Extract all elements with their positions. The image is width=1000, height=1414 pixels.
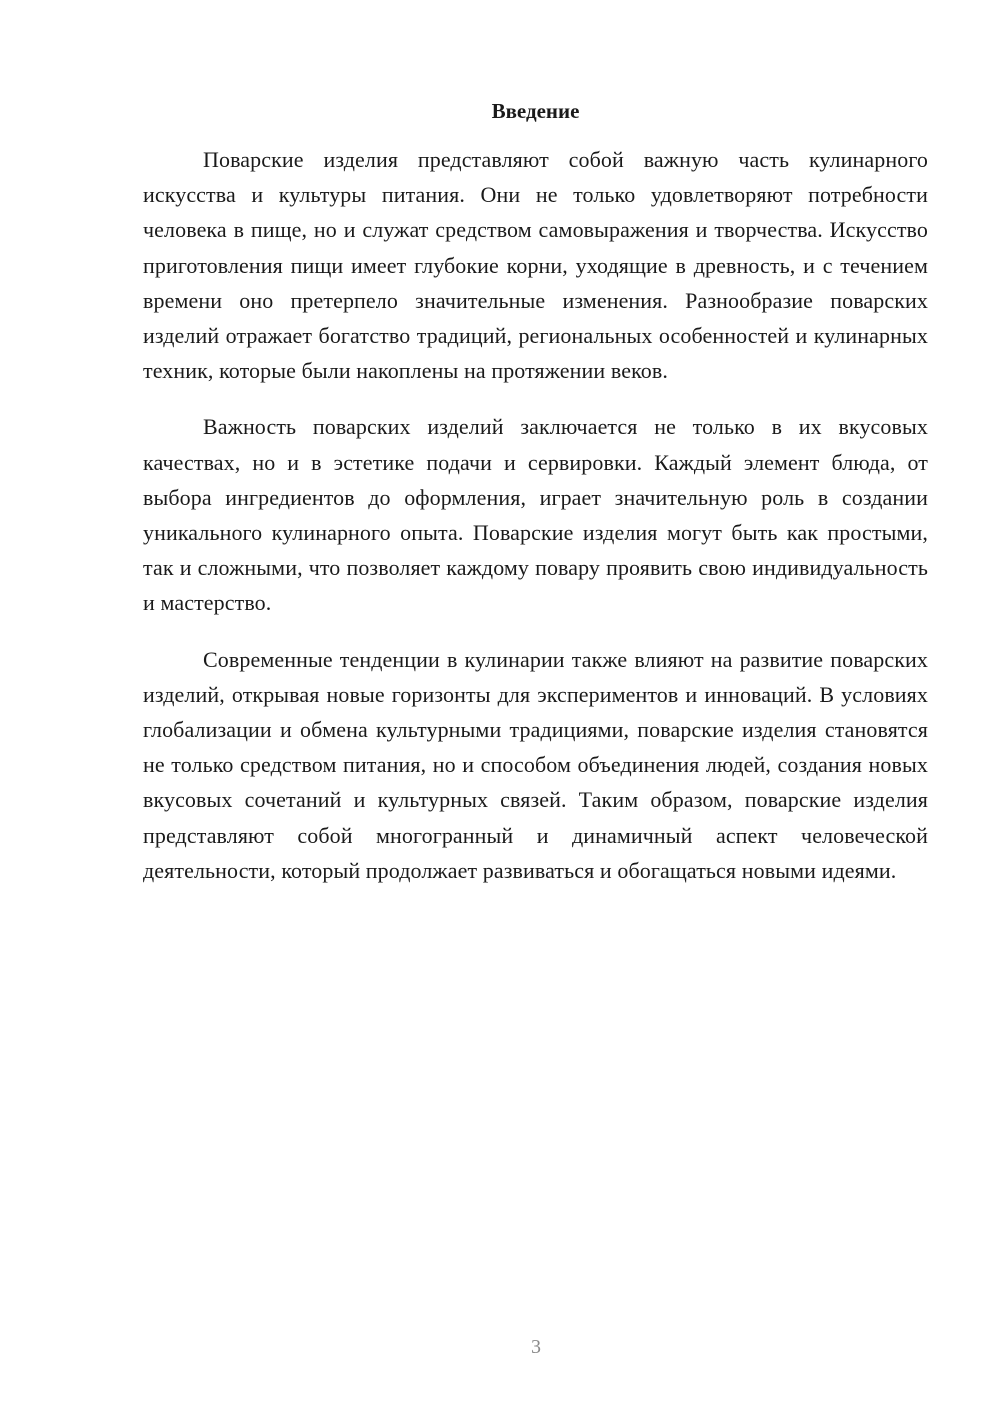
body-text [143,142,928,909]
section-heading: Введение [491,99,580,123]
paragraph-3: Современные тенденции в кулинарии также влияют на развитие поварских изделий, открывая новые горизонты для экспериментов и инноваций. В условиях глобализации и обмена культурными традициями, поварские изделия становятся не только средством питания, но и способом объединения людей, создания новых вкусовых сочетаний и культурных связей. Таким образом, поварские изделия представляют собой многогранный и динамичный аспект человеческой деятельности, который продолжает развиваться и обогащаться новыми идеями. [143,646,928,883]
paragraph-2: Важность поварских изделий заключается не только в их вкусовых качествах, но и в эстетике подачи и сервировки. Каждый элемент блюда, от выбора ингредиентов до оформления, играет значительную роль в создании уникального кулинарного опыта. Поварские изделия могут быть как простыми, так и сложными, что позволяет каждому повару проявить свою индивидуальность и мастерство. [143,414,928,616]
page-number: 3 [531,1336,541,1358]
paragraph-1: Поварские изделия представляют собой важную часть кулинарного искусства и культуры питания. Они не только удовлетворяют потребности человека в пище, но и служат средством самовыражения и творчества. Искусство приготовления пищи имеет глубокие корни, уходящие в древность, и с течением времени оно претерпело значительные изменения. Разнообразие поварских изделий отражает богатство традиций, региональных особенностей и кулинарных техник, которые были накоплены на протяжении веков. [143,147,928,384]
